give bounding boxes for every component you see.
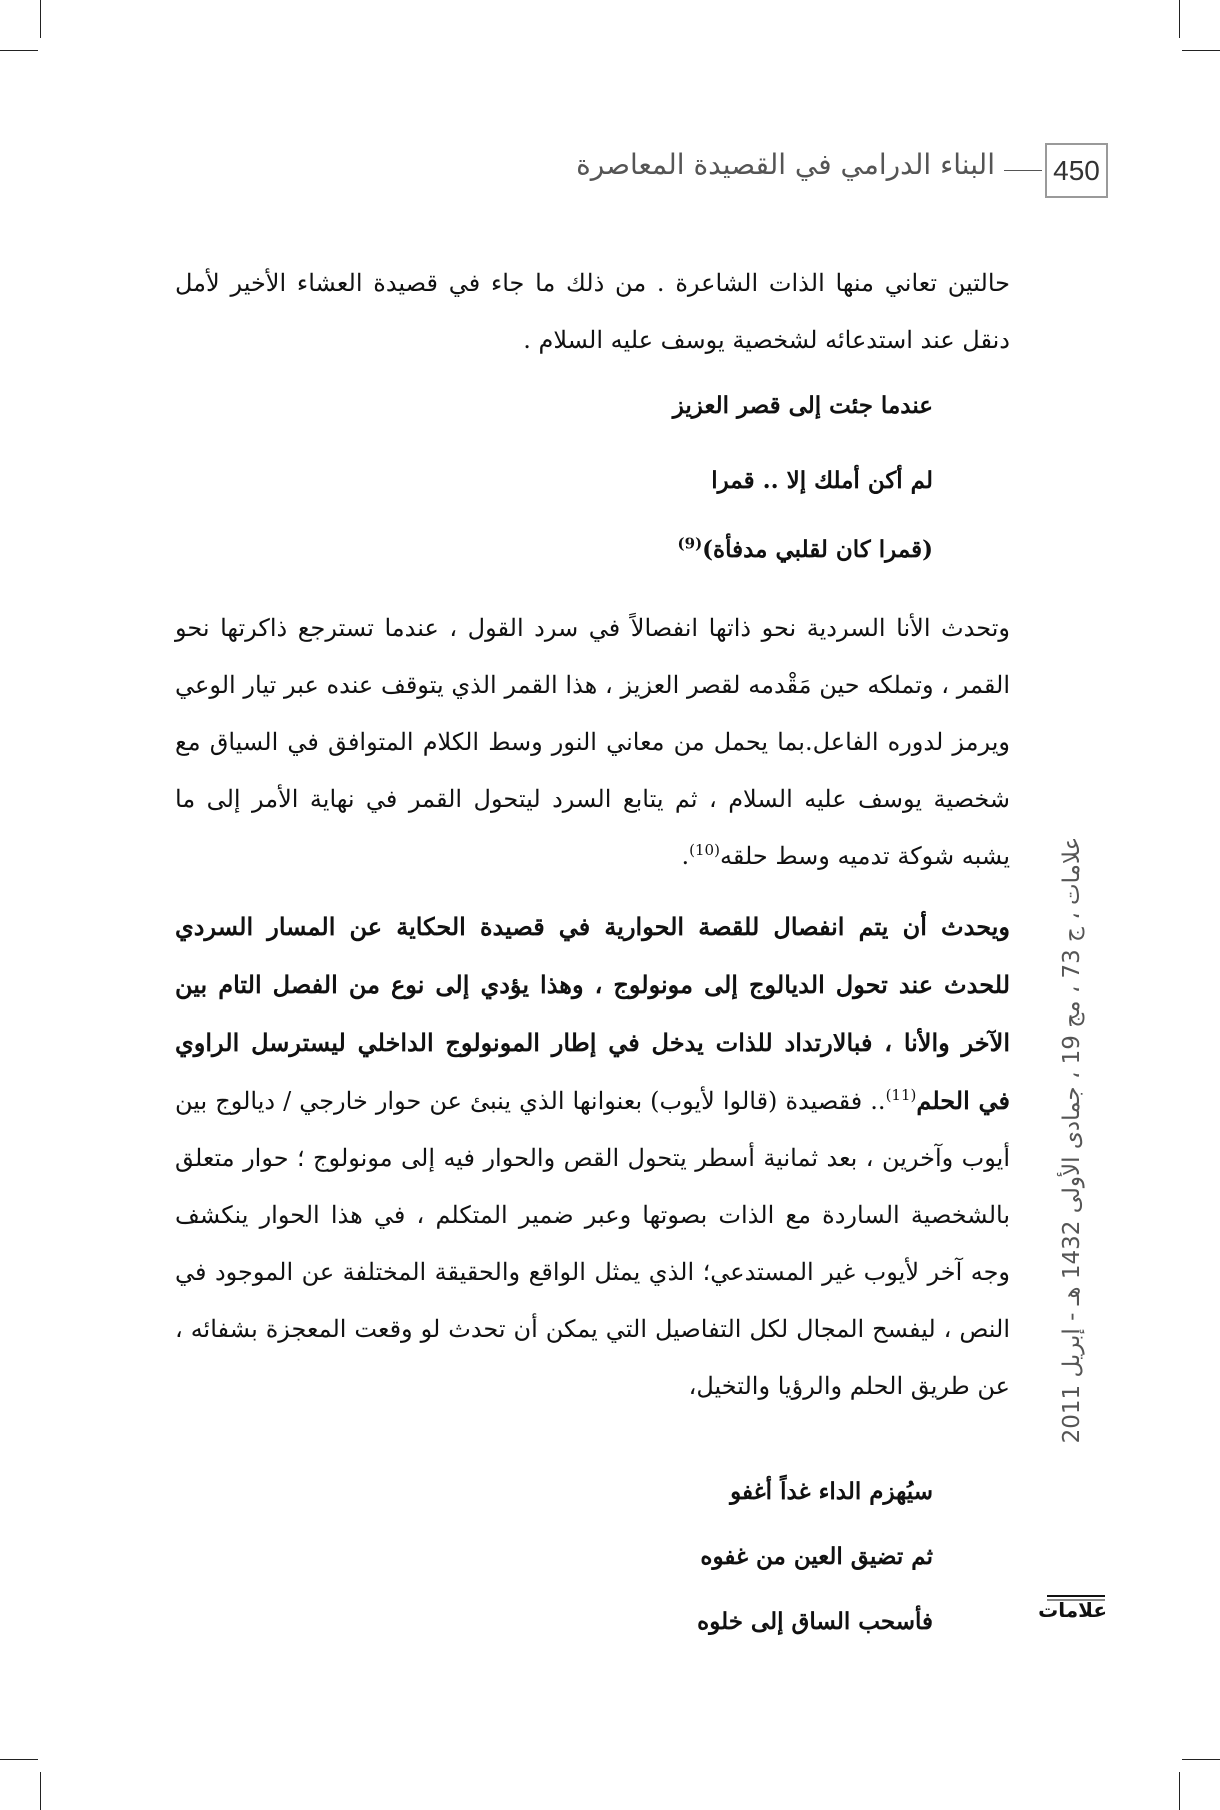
running-header-title: البناء الدرامي في القصيدة المعاصرة	[576, 148, 995, 181]
footnote-ref: (9)	[677, 534, 703, 553]
verse-line-3-text: (قمرا كان لقلبي مدفأة)	[702, 536, 933, 563]
verse-line-1: عندما جئت إلى قصر العزيز	[672, 392, 933, 419]
crop-mark	[1182, 1759, 1220, 1760]
verse-line-6: فأسحب الساق إلى خلوه	[697, 1608, 933, 1635]
verse-line-3	[678, 536, 933, 563]
crop-mark	[40, 0, 41, 38]
journal-side-caption: علامات ، ج 73 ، مج 19 ، جمادى الأولى 1432 هـ - إبريل 2011	[1059, 836, 1085, 1444]
crop-mark	[1182, 50, 1220, 51]
paragraph-1	[175, 255, 1010, 369]
page-number: 450	[1045, 143, 1108, 198]
verse-line-5: ثم تضيق العين من غفوه	[700, 1543, 933, 1570]
footnote-ref: (10)	[689, 841, 720, 859]
paragraph-2-end: .	[681, 842, 690, 870]
crop-mark	[1179, 1772, 1180, 1810]
verse-line-4: سيُهزم الداء غداً أغفو	[730, 1478, 933, 1505]
footnote-ref: (11)	[885, 1086, 917, 1104]
verse-line-2: لم أكن أملك إلا .. قمرا	[711, 467, 933, 494]
journal-logo-text: علامات	[1038, 1598, 1107, 1622]
paragraph-2-text: وتحدث الأنا السردية نحو ذاتها انفصالاً في سرد القول ، عندما تسترجع ذاكرتها نحو القمر ، وتملكه حين مَقْدمه لقصر العزيز ، هذا القمر الذي يتوقف عنده عبر تيار الوعي ويرمز لدوره الفاعل.بما يحمل من معاني النور وسط الكلام المتوافق في السياق مع شخصية يوسف عليه السلام ، ثم يتابع السرد ليتحول القمر في نهاية الأمر إلى ما يشبه شوكة تدميه وسط حلقه	[175, 614, 1010, 870]
crop-mark	[1179, 0, 1180, 38]
crop-mark	[0, 50, 38, 51]
crop-mark	[0, 1759, 38, 1760]
paragraph-1-text: حالتين تعاني منها الذات الشاعرة . من ذلك ما جاء في قصيدة العشاء الأخير لأمل دنقل عند استدعائه لشخصية يوسف عليه السلام .	[175, 269, 1010, 354]
paragraph-3	[175, 898, 1010, 1415]
paragraph-2	[175, 600, 1010, 885]
header-rule	[1004, 170, 1042, 171]
crop-mark	[40, 1772, 41, 1810]
paragraph-3-bold-text: ويحدث أن يتم انفصال للقصة الحوارية في قصيدة الحكاية عن المسار السردي للحدث عند تحول الديالوج إلى مونولوج ، وهذا يؤدي إلى نوع من الفصل التام بين الآخر والأنا ، فبالارتداد للذات يدخل في إطار المونولوج الداخلي ليسترسل الراوي في الحلم	[175, 912, 1011, 1115]
paragraph-3-text: .. فقصيدة (قالوا لأيوب) بعنوانها الذي ينبئ عن حوار خارجي / ديالوج بين أيوب وآخرين ، بعد ثمانية أسطر يتحول القص والحوار فيه إلى مونولوج ؛ حوار متعلق بالشخصية الساردة مع الذات بصوتها وعبر ضمير المتكلم ، في هذا الحوار ينكشف وجه آخر لأيوب غير المستدعي؛ الذي يمثل الواقع والحقيقة المختلفة عن الموجود في النص ، ليفسح المجال لكل التفاصيل التي يمكن أن تحدث لو وقعت المعجزة بشفائه ، عن طريق الحلم والرؤيا والتخيل،	[175, 1087, 1010, 1400]
